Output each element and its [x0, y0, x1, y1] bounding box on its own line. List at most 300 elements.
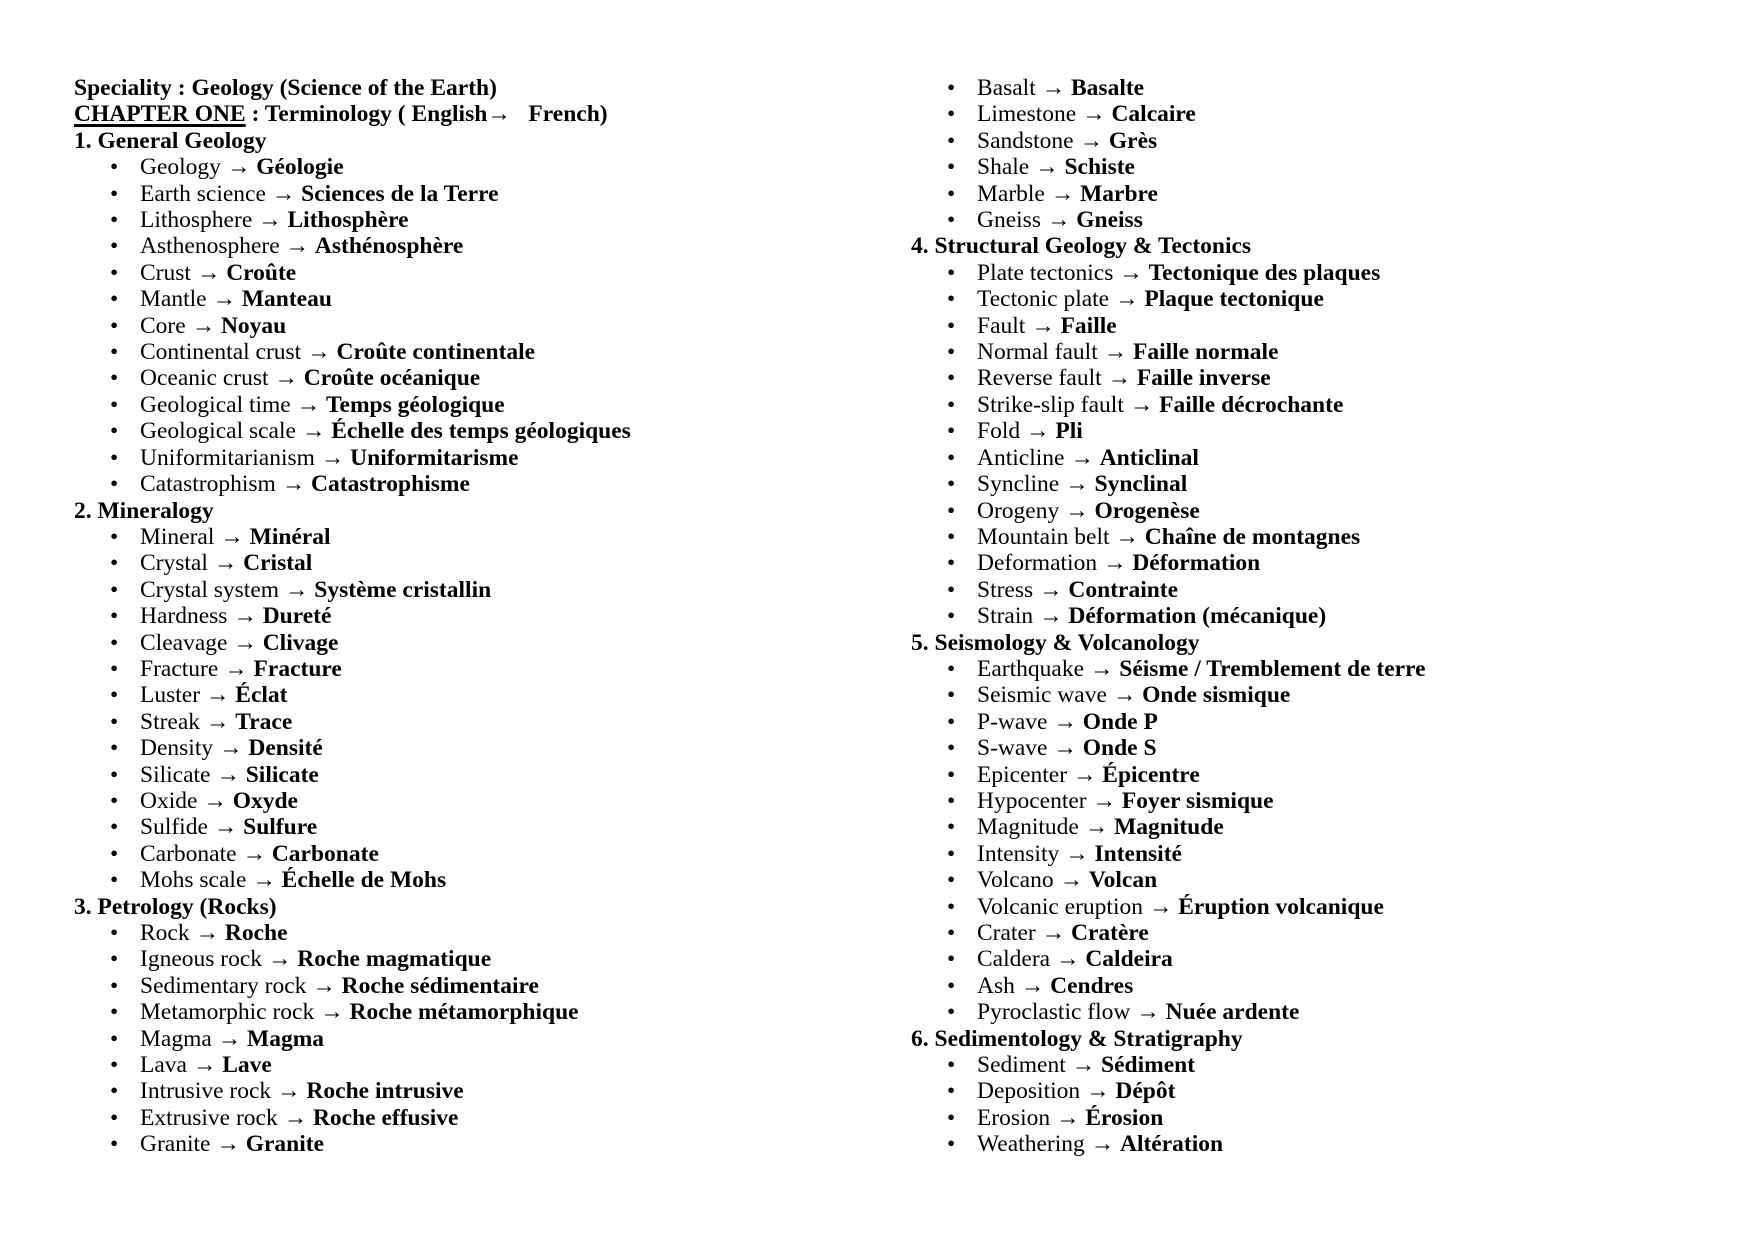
term-english: Geology [140, 154, 221, 181]
term-french: Grès [1108, 127, 1158, 154]
arrow-icon: → [227, 629, 263, 656]
term-row [911, 1052, 1741, 1078]
section-heading: 6. Sedimentology & Stratigraphy [911, 1025, 1243, 1052]
term-french: Géologie [256, 154, 344, 181]
term-row [74, 973, 894, 999]
term-english: Earth science [140, 180, 266, 207]
term-french: Temps géologique [326, 391, 505, 418]
arrow-icon: → [207, 550, 244, 577]
arrow-icon: → [1059, 471, 1095, 498]
term-english: Extrusive rock [140, 1104, 278, 1131]
chapter-heading-rest: : Terminology ( English→ French) [245, 101, 608, 128]
arrow-icon: → [220, 154, 257, 181]
term-french: Échelle des temps géologiques [331, 418, 631, 445]
term-french: Marbre [1080, 180, 1158, 207]
term-row [74, 524, 894, 550]
arrow-icon: → [268, 365, 304, 392]
term-french: Déformation (mécanique) [1068, 603, 1327, 630]
term-french: Faille inverse [1136, 365, 1271, 392]
bullet-icon: • [947, 1131, 956, 1158]
term-row [911, 603, 1741, 629]
arrow-icon: → [1059, 840, 1095, 867]
section-heading: 3. Petrology (Rocks) [74, 893, 277, 920]
term-english: Geological scale [140, 418, 296, 445]
bullet-icon: • [110, 1104, 119, 1131]
term-french: Croûte [226, 259, 297, 286]
arrow-icon: → [1040, 207, 1077, 234]
bullet-icon: • [947, 101, 956, 128]
arrow-icon: → [213, 735, 249, 762]
term-row [911, 577, 1741, 603]
term-french: Croûte océanique [303, 365, 481, 392]
bullet-icon: • [110, 603, 119, 630]
bullet-icon: • [110, 867, 119, 894]
term-english: Cleavage [140, 629, 228, 656]
term-row [74, 1052, 894, 1078]
arrow-icon: → [301, 339, 337, 366]
arrow-icon: → [1033, 576, 1069, 603]
arrow-icon: → [314, 999, 350, 1026]
term-row [911, 392, 1741, 418]
bullet-icon: • [947, 972, 956, 999]
doc-title: Speciality : Geology (Science of the Earth) [74, 75, 497, 101]
term-french: Oxyde [232, 787, 298, 814]
bullet-icon: • [110, 840, 119, 867]
bullet-icon: • [110, 1131, 119, 1158]
term-row [911, 154, 1741, 180]
term-french: Cratère [1070, 920, 1149, 946]
term-english: Earthquake [977, 655, 1085, 682]
term-row [911, 920, 1741, 946]
term-row [911, 788, 1741, 814]
arrow-icon: → [262, 946, 298, 973]
term-french: Croûte continentale [336, 339, 536, 366]
arrow-icon: → [1035, 75, 1071, 101]
arrow-icon: → [1084, 1131, 1120, 1158]
term-row [911, 973, 1741, 999]
arrow-icon: → [227, 603, 263, 630]
term-english: Sediment [977, 1052, 1066, 1079]
bullet-icon: • [947, 576, 956, 603]
bullet-icon: • [947, 365, 956, 392]
arrow-icon: → [200, 708, 236, 735]
arrow-icon: → [275, 471, 312, 498]
term-row [74, 550, 894, 576]
term-row [911, 946, 1741, 972]
term-english: Lava [140, 1052, 187, 1079]
term-row [74, 577, 894, 603]
term-english: Magnitude [977, 814, 1079, 841]
bullet-icon: • [947, 259, 956, 286]
arrow-icon: → [214, 523, 250, 550]
term-english: Intrusive rock [140, 1078, 272, 1105]
bullet-icon: • [110, 682, 119, 709]
term-french: Roche magmatique [297, 946, 492, 973]
bullet-icon: • [947, 814, 956, 841]
term-english: S-wave [977, 735, 1048, 762]
term-french: Onde S [1082, 735, 1157, 762]
arrow-icon: → [189, 920, 225, 946]
term-row [911, 735, 1741, 761]
bullet-icon: • [110, 154, 119, 181]
term-english: Granite [140, 1131, 211, 1158]
arrow-icon: → [1067, 761, 1103, 788]
arrow-icon: → [1113, 259, 1149, 286]
arrow-icon: → [265, 180, 302, 207]
arrow-icon: → [277, 1104, 313, 1131]
term-english: Reverse fault [977, 365, 1102, 392]
bullet-icon: • [110, 735, 119, 762]
arrow-icon: → [210, 1131, 246, 1158]
term-row [74, 260, 894, 286]
term-english: Magma [140, 1025, 212, 1052]
term-english: Geological time [140, 391, 291, 418]
arrow-icon: → [1080, 1078, 1116, 1105]
term-english: Crystal system [140, 576, 280, 603]
term-row [911, 762, 1741, 788]
term-french: Catastrophisme [311, 471, 470, 498]
term-row [911, 207, 1741, 233]
term-row [911, 365, 1741, 391]
section-heading: 2. Mineralogy [74, 497, 214, 524]
bullet-icon: • [110, 550, 119, 577]
term-english: Mineral [140, 523, 215, 550]
term-french: Éclat [235, 682, 288, 709]
bullet-icon: • [947, 391, 956, 418]
bullet-icon: • [947, 127, 956, 154]
term-row [911, 471, 1741, 497]
bullet-icon: • [947, 1078, 956, 1105]
arrow-icon: → [190, 259, 227, 286]
chapter-label: CHAPTER ONE [74, 101, 246, 128]
term-english: Continental crust [140, 339, 302, 366]
arrow-icon: → [1097, 550, 1133, 577]
term-row [911, 75, 1741, 101]
term-french: Noyau [220, 312, 287, 339]
term-row [74, 656, 894, 682]
term-french: Roche intrusive [306, 1078, 464, 1105]
bullet-icon: • [947, 339, 956, 366]
term-row [911, 682, 1741, 708]
term-french: Calcaire [1111, 101, 1196, 128]
term-row [74, 946, 894, 972]
bullet-icon: • [110, 391, 119, 418]
bullet-icon: • [947, 523, 956, 550]
term-row [74, 1026, 894, 1052]
term-row [911, 128, 1741, 154]
arrow-icon: → [1086, 787, 1122, 814]
term-english: Sulfide [140, 814, 208, 841]
term-row [74, 867, 894, 893]
term-french: Chaîne de montagnes [1144, 523, 1361, 550]
term-french: Plaque tectonique [1144, 286, 1324, 313]
term-english: Mountain belt [977, 523, 1110, 550]
bullet-icon: • [947, 893, 956, 920]
term-english: P-wave [977, 708, 1048, 735]
term-row [74, 313, 894, 339]
term-row [74, 1078, 894, 1104]
term-english: Sandstone [977, 127, 1074, 154]
arrow-icon: → [1025, 312, 1061, 339]
bullet-icon: • [110, 286, 119, 313]
bullet-icon: • [110, 972, 119, 999]
term-english: Marble [977, 180, 1045, 207]
term-french: Pli [1055, 418, 1083, 445]
term-english: Limestone [977, 101, 1077, 128]
term-english: Sedimentary rock [140, 972, 307, 999]
term-french: Altération [1119, 1131, 1224, 1158]
arrow-icon: → [1084, 655, 1120, 682]
term-english: Fault [977, 312, 1026, 339]
term-row [911, 709, 1741, 735]
bullet-icon: • [110, 233, 119, 260]
term-french: Carbonate [271, 840, 379, 867]
bullet-icon: • [947, 946, 956, 973]
section-heading: 5. Seismology & Volcanology [911, 629, 1200, 656]
term-row [911, 814, 1741, 840]
arrow-icon: → [1035, 920, 1071, 946]
term-french: Trace [235, 708, 293, 735]
term-french: Schiste [1064, 154, 1135, 181]
bullet-icon: • [110, 418, 119, 445]
term-french: Tectonique des plaques [1148, 259, 1381, 286]
arrow-icon: → [295, 418, 332, 445]
arrow-icon: → [211, 1025, 248, 1052]
bullet-icon: • [110, 655, 119, 682]
term-english: Strain [977, 603, 1034, 630]
term-french: Lithosphère [287, 207, 409, 234]
left-column [74, 75, 894, 1158]
term-french: Déformation [1132, 550, 1261, 577]
term-english: Weathering [977, 1131, 1085, 1158]
term-english: Fold [977, 418, 1021, 445]
bullet-icon: • [110, 523, 119, 550]
term-french: Cendres [1050, 972, 1134, 999]
term-french: Échelle de Mohs [281, 867, 447, 894]
term-row [74, 841, 894, 867]
term-english: Hardness [140, 603, 228, 630]
term-row [74, 788, 894, 814]
term-french: Magnitude [1114, 814, 1224, 841]
arrow-icon: → [218, 655, 254, 682]
arrow-icon: → [1047, 735, 1083, 762]
term-french: Roche effusive [312, 1104, 459, 1131]
arrow-icon: → [197, 787, 233, 814]
term-french: Lave [222, 1052, 272, 1079]
term-english: Fracture [140, 655, 219, 682]
term-row [74, 630, 894, 656]
term-english: Volcano [977, 867, 1054, 894]
arrow-icon: → [1076, 101, 1112, 128]
bullet-icon: • [947, 497, 956, 524]
term-english: Epicenter [977, 761, 1068, 788]
bullet-icon: • [110, 1025, 119, 1052]
term-english: Rock [140, 920, 190, 946]
term-english: Density [140, 735, 214, 762]
bullet-icon: • [947, 840, 956, 867]
bullet-icon: • [110, 444, 119, 471]
bullet-icon: • [947, 999, 956, 1026]
term-row [911, 867, 1741, 893]
arrow-icon: → [1106, 682, 1143, 709]
arrow-icon: → [314, 444, 351, 471]
term-french: Anticlinal [1099, 444, 1199, 471]
arrow-icon: → [1020, 418, 1056, 445]
term-row [74, 154, 894, 180]
arrow-icon: → [207, 814, 244, 841]
term-row [911, 101, 1741, 127]
term-english: Deposition [977, 1078, 1081, 1105]
term-french: Faille normale [1132, 339, 1279, 366]
term-row [74, 233, 894, 259]
term-french: Volcan [1088, 867, 1158, 894]
term-english: Basalt [977, 75, 1036, 101]
term-french: Éruption volcanique [1178, 893, 1384, 920]
section-heading: 4. Structural Geology & Tectonics [911, 233, 1252, 260]
term-row [74, 207, 894, 233]
term-english: Erosion [977, 1104, 1051, 1131]
term-french: Faille [1060, 312, 1117, 339]
term-french: Foyer sismique [1121, 787, 1274, 814]
term-english: Stress [977, 576, 1034, 603]
term-english: Igneous rock [140, 946, 263, 973]
bullet-icon: • [947, 207, 956, 234]
term-english: Deformation [977, 550, 1098, 577]
term-english: Volcanic eruption [977, 893, 1143, 920]
term-french: Fracture [253, 655, 342, 682]
term-row [74, 365, 894, 391]
term-french: Orogenèse [1094, 497, 1200, 524]
bullet-icon: • [110, 1052, 119, 1079]
term-english: Seismic wave [977, 682, 1107, 709]
term-english: Carbonate [140, 840, 237, 867]
bullet-icon: • [110, 999, 119, 1026]
term-row [911, 445, 1741, 471]
term-french: Nuée ardente [1165, 999, 1300, 1026]
bullet-icon: • [947, 418, 956, 445]
term-english: Hypocenter [977, 787, 1087, 814]
term-french: Roche sédimentaire [341, 972, 539, 999]
arrow-icon: → [1047, 708, 1083, 735]
term-row [74, 735, 894, 761]
bullet-icon: • [947, 787, 956, 814]
bullet-icon: • [110, 708, 119, 735]
arrow-icon: → [271, 1078, 307, 1105]
term-english: Mohs scale [140, 867, 247, 894]
arrow-icon: → [1029, 154, 1065, 181]
term-french: Roche métamorphique [349, 999, 579, 1026]
bullet-icon: • [947, 603, 956, 630]
term-french: Clivage [262, 629, 339, 656]
bullet-icon: • [110, 576, 119, 603]
term-french: Caldeira [1085, 946, 1173, 973]
term-english: Metamorphic rock [140, 999, 315, 1026]
term-row [74, 603, 894, 629]
term-french: Silicate [245, 761, 319, 788]
arrow-icon: → [236, 840, 272, 867]
term-french: Basalte [1071, 75, 1145, 101]
arrow-icon: → [279, 233, 315, 260]
chapter-heading [74, 101, 894, 127]
term-french: Sciences de la Terre [301, 180, 499, 207]
term-french: Dépôt [1115, 1078, 1176, 1105]
arrow-icon: → [1130, 999, 1166, 1026]
arrow-icon: → [1050, 946, 1086, 973]
arrow-icon: → [1044, 180, 1081, 207]
term-french: Onde sismique [1142, 682, 1291, 709]
arrow-icon: → [1073, 127, 1109, 154]
bullet-icon: • [110, 259, 119, 286]
section-heading: 1. General Geology [74, 127, 267, 154]
arrow-icon: → [1050, 1104, 1086, 1131]
bullet-icon: • [110, 629, 119, 656]
term-row [911, 524, 1741, 550]
term-row [74, 392, 894, 418]
term-english: Lithosphere [140, 207, 253, 234]
term-english: Orogeny [977, 497, 1060, 524]
term-english: Uniformitarianism [140, 444, 315, 471]
bullet-icon: • [947, 708, 956, 735]
term-row [74, 814, 894, 840]
bullet-icon: • [110, 920, 119, 946]
term-french: Roche [224, 920, 288, 946]
bullet-icon: • [110, 312, 119, 339]
term-english: Shale [977, 154, 1030, 181]
term-french: Cristal [243, 550, 313, 577]
term-english: Crystal [140, 550, 208, 577]
term-french: Asthénosphère [314, 233, 464, 260]
arrow-icon: → [279, 576, 315, 603]
arrow-icon: → [1109, 523, 1145, 550]
bullet-icon: • [110, 365, 119, 392]
right-column [911, 75, 1741, 1158]
term-row [74, 762, 894, 788]
arrow-icon: → [1078, 814, 1115, 841]
term-row [74, 1131, 894, 1157]
term-row [74, 418, 894, 444]
term-row [911, 181, 1741, 207]
arrow-icon: → [306, 972, 342, 999]
arrow-icon: → [200, 682, 236, 709]
term-english: Mantle [140, 286, 207, 313]
arrow-icon: → [206, 286, 242, 313]
bullet-icon: • [947, 920, 956, 946]
term-french: Dureté [262, 603, 332, 630]
arrow-icon: → [1053, 867, 1089, 894]
term-english: Crater [977, 920, 1036, 946]
term-french: Intensité [1094, 840, 1182, 867]
term-french: Faille décrochante [1159, 391, 1344, 418]
term-english: Asthenosphere [140, 233, 280, 260]
term-english: Gneiss [977, 207, 1041, 234]
term-french: Épicentre [1102, 761, 1200, 788]
term-french: Densité [248, 735, 323, 762]
arrow-icon: → [1097, 339, 1133, 366]
arrow-icon: → [186, 1052, 223, 1079]
bullet-icon: • [947, 444, 956, 471]
term-french: Gneiss [1076, 207, 1143, 234]
arrow-icon: → [1064, 444, 1100, 471]
term-english: Plate tectonics [977, 259, 1114, 286]
bullet-icon: • [947, 286, 956, 313]
arrow-icon: → [290, 391, 326, 418]
term-english: Silicate [140, 761, 211, 788]
term-row [911, 498, 1741, 524]
arrow-icon: → [1059, 497, 1095, 524]
term-english: Strike-slip fault [977, 391, 1124, 418]
term-french: Granite [245, 1131, 325, 1158]
term-english: Syncline [977, 471, 1060, 498]
